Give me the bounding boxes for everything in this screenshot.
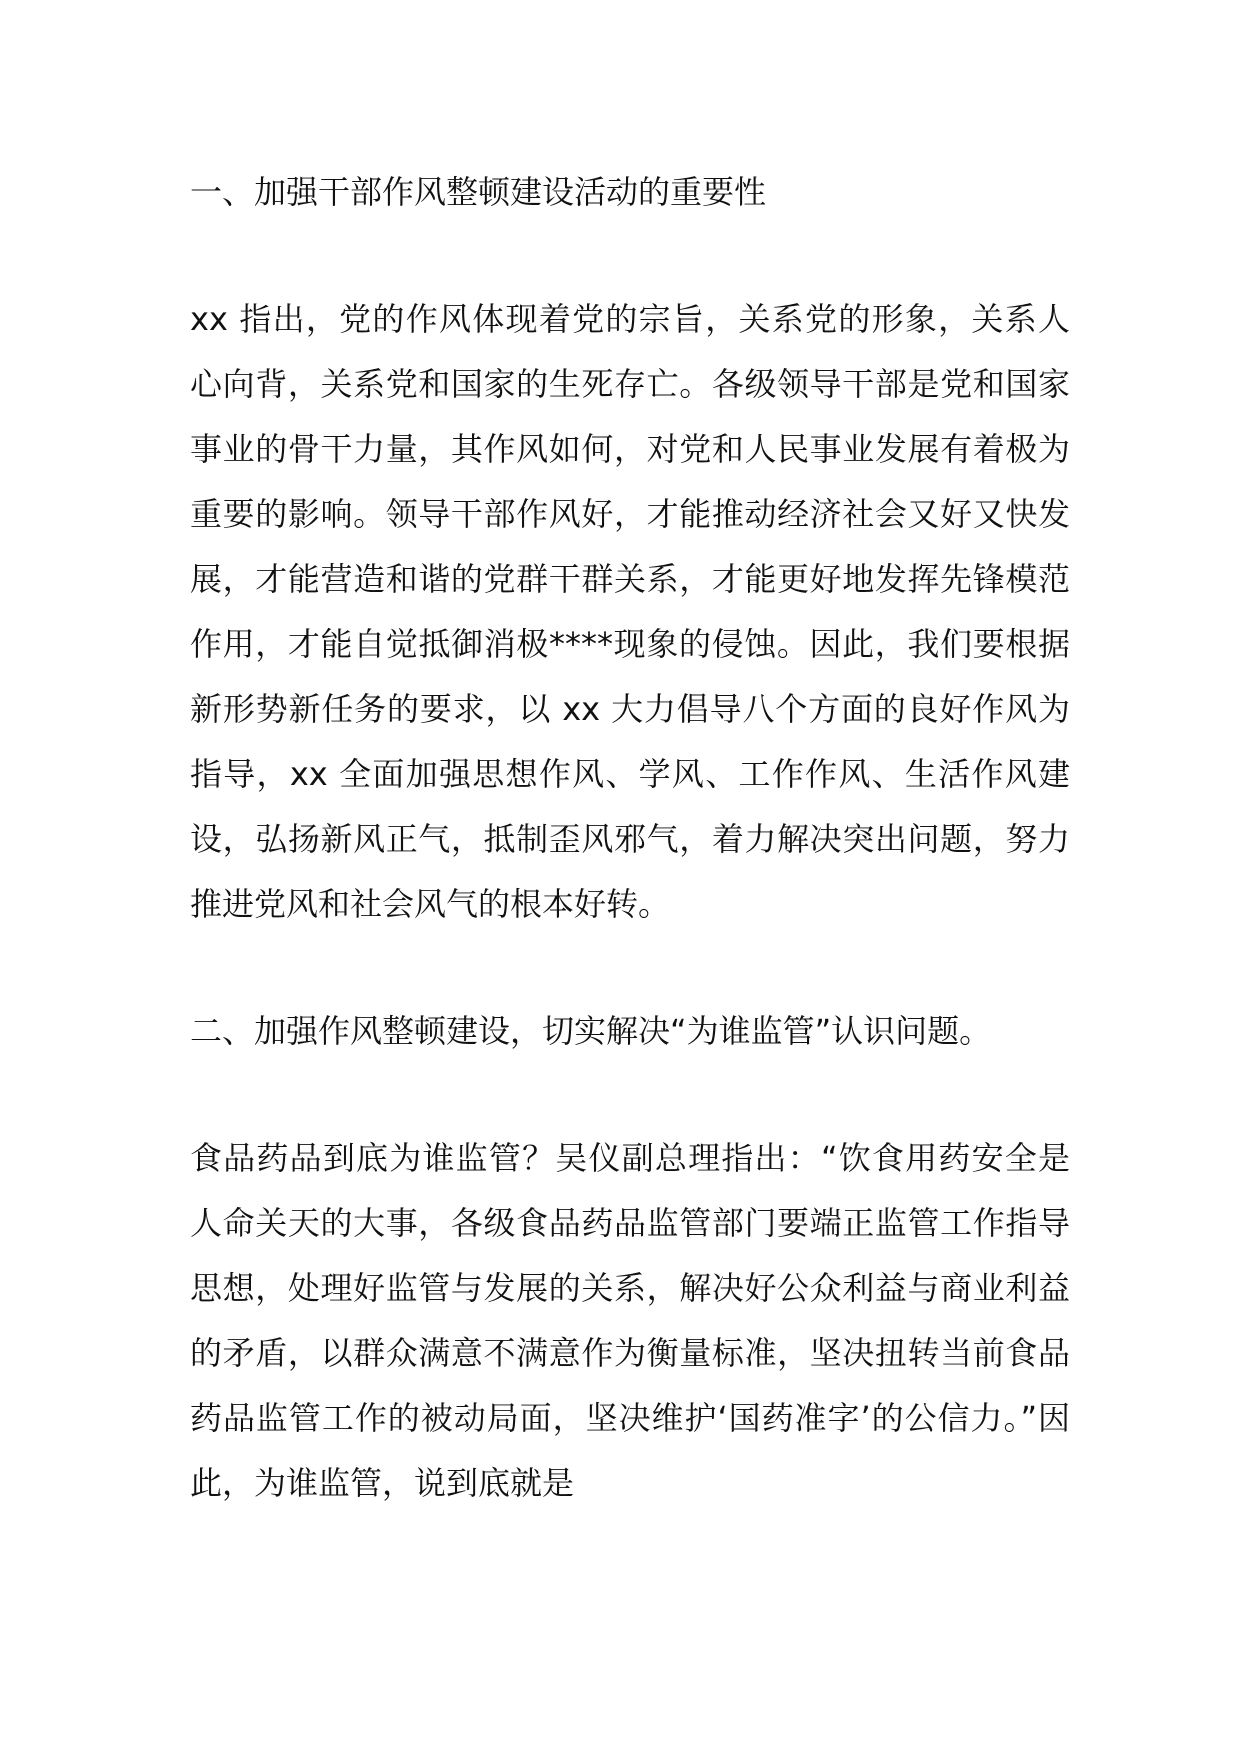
section-1-heading: 一、加强干部作风整顿建设活动的重要性 <box>190 173 767 211</box>
section-2-paragraph: 食品药品到底为谁监管？吴仪副总理指出：“饮食用药安全是人命关天的大事，各级食品药品监管部门要端正监管工作指导思想，处理好监管与发展的关系，解决好公众利益与商业利益的矛盾，以群众满意不满意作为衡量标准，坚决扭转当前食品药品监管工作的被动局面，坚决维护‘国药准字’的公信力。”因此，为谁监管，说到底就是 <box>190 1139 1070 1502</box>
section-1-paragraph: xx 指出，党的作风体现着党的宗旨，关系党的形象，关系人心向背，关系党和国家的生死存亡。各级领导干部是党和国家事业的骨干力量，其作风如何，对党和人民事业发展有着极为重要的影响。领导干部作风好，才能推动经济社会又好又快发展，才能营造和谐的党群干群关系，才能更好地发挥先锋模范作用，才能自觉抵御消极****现象的侵蚀。因此，我们要根据新形势新任务的要求，以 xx 大力倡导八个方面的良好作风为指导，xx 全面加强思想作风、学风、工作作风、生活作风建设，弘扬新风正气，抵制歪风邪气，着力解决突出问题，努力推进党风和社会风气的根本好转。 <box>190 300 1070 923</box>
document-page <box>190 160 1070 1516</box>
section-2-heading: 二、加强作风整顿建设，切实解决“为谁监管”认识问题。 <box>190 1012 992 1050</box>
